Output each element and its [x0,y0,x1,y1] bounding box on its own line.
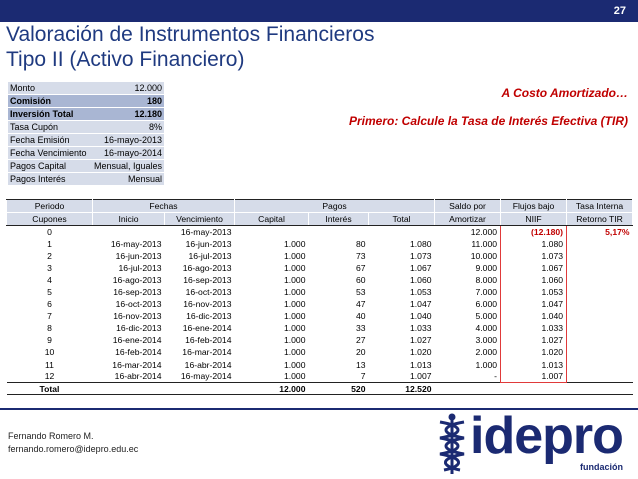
cell-vencimiento: 16-ago-2013 [182,262,232,273]
cell-saldo: 2.000 [475,347,498,358]
cell-saldo: 11.000 [471,238,498,249]
info-row [8,82,164,95]
top-bar [0,0,638,22]
header-saldo-2: Amortizar [435,213,501,226]
table-row [7,262,633,274]
cell-inicio: 16-nov-2013 [113,311,162,322]
cell-capital: 1.000 [283,287,306,298]
header-fechas: Fechas [93,200,235,213]
cell-tir [567,371,633,383]
cell-periodo: 12 [44,371,55,382]
cell-inicio: 16-feb-2014 [115,347,162,358]
cell-vencimiento: 16-ene-2014 [182,323,232,334]
cell-flujo: 1.027 [501,334,567,346]
table-row [7,238,633,250]
cell-periodo: 5 [47,287,52,298]
info-key: Pagos Capital [8,160,89,173]
cell-inicio: 16-may-2013 [110,238,162,249]
table-row [7,250,633,262]
table-row [7,286,633,298]
cell-saldo: 9.000 [475,262,498,273]
total-row [7,383,633,395]
header-saldo-1: Saldo por [435,200,501,213]
cell-flujo: 1.053 [501,286,567,298]
cell-flujo: 1.067 [501,262,567,274]
cell-total: 1.027 [410,335,432,346]
amortization-table [6,199,633,395]
header-total: Total [369,213,435,226]
info-row [8,147,164,160]
cell-capital: 1.000 [283,238,306,249]
cell-capital: 1.000 [283,274,306,285]
header-cupones: Cupones [7,213,93,226]
header-tasa-2: Retorno TIR [567,213,633,226]
cell-flujo: 1.040 [501,310,567,322]
cell-total: 1.020 [410,347,432,358]
cell-vencimiento: 16-may-2013 [180,226,232,237]
author-name: Fernando Romero M. [8,431,94,441]
cell-flujo: 1.020 [501,346,567,358]
cell-periodo: 3 [47,262,52,273]
cell-periodo: 11 [45,359,54,370]
cell-tir [567,322,633,334]
cell-periodo: 6 [47,299,52,310]
table-row [7,322,633,334]
header-pagos: Pagos [235,200,435,213]
header-capital: Capital [235,213,309,226]
cell-capital: 1.000 [283,262,306,273]
cell-tir [567,310,633,322]
cell-vencimiento: 16-may-2014 [180,371,232,382]
cell-flujo: 1.047 [501,298,567,310]
cell-saldo: 12.000 [470,226,498,237]
cell-vencimiento: 16-abr-2014 [184,359,232,370]
table-row [7,346,633,358]
info-key: Comisión [8,95,89,108]
cell-vencimiento: 16-oct-2013 [185,287,232,298]
cell-tir: 5,17% [605,226,630,237]
header-flujos-1: Flujos bajo [501,200,567,213]
slide-title [6,22,506,72]
cell-interes: 40 [355,311,366,322]
cell-flujo: 1.080 [501,238,567,250]
info-value: 16-mayo-2014 [89,147,164,160]
table-row [7,298,633,310]
table-row [7,226,633,238]
info-value: 180 [89,95,164,108]
cell-total [369,226,435,238]
cell-saldo: 6.000 [475,299,498,310]
cell-total: 1.040 [410,311,432,322]
cell-capital: 1.000 [283,299,306,310]
info-row [8,108,164,121]
cell-total: 1.013 [410,359,432,370]
cell-vencimiento: 16-jul-2013 [188,250,232,261]
cell-flujo: (12.180) [501,226,567,238]
cell-tir [567,298,633,310]
cell-periodo: 4 [47,274,52,285]
logo-wordmark: idepro [470,407,623,465]
total-capital: 12.000 [235,383,309,395]
cell-interes: 7 [360,371,366,382]
cell-interes: 47 [355,299,366,310]
cell-total: 1.073 [410,250,432,261]
info-value: Mensual [89,173,164,186]
title-line-2: Tipo II (Activo Financiero) [6,48,245,71]
header-vencimiento: Vencimiento [165,213,235,226]
instrument-info-table [8,82,164,186]
total-interes: 520 [309,383,369,395]
cell-flujo: 1.073 [501,250,567,262]
author-block [8,430,138,456]
cell-saldo: 8.000 [475,274,498,285]
cell-periodo: 10 [44,347,55,358]
cell-flujo: 1.013 [501,359,567,371]
cell-interes: 67 [355,262,366,273]
cell-capital: 1.000 [283,371,306,382]
cell-periodo: 8 [47,323,52,334]
cell-tir [567,286,633,298]
cell-interes: 80 [355,238,366,249]
subheading-cost: A Costo Amortizado… [501,86,628,100]
header-periodo: Periodo [7,200,93,213]
subheading-tir: Primero: Calcule la Tasa de Interés Efectiva (TIR) [349,114,628,128]
cell-inicio: 16-sep-2013 [113,287,162,298]
cell-saldo: 5.000 [475,311,498,322]
info-row [8,95,164,108]
cell-inicio: 16-abr-2014 [114,371,162,382]
cell-periodo: 1 [47,238,52,249]
cell-inicio [93,226,165,238]
cell-inicio: 16-oct-2013 [115,299,162,310]
cell-vencimiento: 16-feb-2014 [185,335,232,346]
cell-inicio: 16-dic-2013 [116,323,162,334]
cell-total: 1.067 [410,262,432,273]
cell-interes: 33 [355,323,366,334]
cell-capital: 1.000 [283,347,306,358]
total-label: Total [7,383,93,395]
cell-interes: 53 [355,287,366,298]
cell-vencimiento: 16-jun-2013 [185,238,232,249]
info-key: Pagos Interés [8,173,89,186]
logo-subtitle: fundación [580,462,623,472]
cell-vencimiento: 16-dic-2013 [186,311,232,322]
header-flujos-2: NIIF [501,213,567,226]
cell-inicio: 16-jun-2013 [115,250,162,261]
cell-total: 1.060 [410,274,432,285]
cell-vencimiento: 16-sep-2013 [183,274,232,285]
cell-capital: 1.000 [283,359,306,370]
cell-interes: 13 [355,359,366,370]
cell-total: 1.053 [410,287,432,298]
cell-capital: 1.000 [283,311,306,322]
cell-inicio: 16-ago-2013 [112,274,162,285]
info-key: Fecha Emisión [8,134,89,147]
cell-capital [235,226,309,238]
info-value: 12.180 [89,108,164,121]
cell-capital: 1.000 [283,250,306,261]
info-value: Mensual, Iguales [89,160,164,173]
cell-tir [567,238,633,250]
cell-periodo: 2 [47,250,52,261]
cell-saldo: - [494,371,498,382]
cell-capital: 1.000 [283,323,306,334]
info-key: Inversión Total [8,108,89,121]
slide-number: 27 [613,5,626,17]
title-line-1: Valoración de Instrumentos Financieros [6,23,375,46]
cell-tir [567,262,633,274]
info-row [8,160,164,173]
cell-vencimiento: 16-mar-2014 [182,347,232,358]
cell-periodo: 0 [47,226,52,237]
cell-interes: 20 [355,347,366,358]
cell-total: 1.033 [410,323,432,334]
table-row [7,310,633,322]
cell-tir [567,334,633,346]
cell-periodo: 9 [47,335,52,346]
table-row [7,359,633,371]
cell-tir [567,250,633,262]
cell-saldo: 1.000 [475,359,498,370]
header-tasa-1: Tasa Interna [567,200,633,213]
cell-inicio: 16-mar-2014 [112,359,162,370]
cell-interes: 60 [355,274,366,285]
cell-tir [567,346,633,358]
header-interes: Interés [309,213,369,226]
header-inicio: Inicio [93,213,165,226]
cell-total: 1.047 [410,299,432,310]
total-pagos: 12.520 [369,383,435,395]
cell-total: 1.080 [410,238,432,249]
cell-inicio: 16-jul-2013 [118,262,162,273]
info-row [8,173,164,186]
cell-flujo: 1.060 [501,274,567,286]
info-row [8,121,164,134]
cell-inicio: 16-ene-2014 [112,335,162,346]
info-key: Fecha Vencimiento [10,148,87,158]
cell-interes: 73 [355,250,366,261]
cell-saldo: 10.000 [470,250,498,261]
author-email: fernando.romero@idepro.edu.ec [8,444,139,454]
table-row [7,274,633,286]
cell-capital: 1.000 [283,335,306,346]
cell-interes [309,226,369,238]
cell-vencimiento: 16-nov-2013 [183,299,232,310]
info-value: 12.000 [89,82,164,95]
cell-tir [567,274,633,286]
cell-saldo: 7.000 [475,287,498,298]
info-value: 16-mayo-2013 [89,134,164,147]
cell-tir [567,359,633,371]
info-key: Monto [8,82,89,95]
cell-interes: 27 [355,335,366,346]
table-row [7,371,633,383]
cell-saldo: 3.000 [475,335,498,346]
cell-flujo: 1.007 [501,371,567,383]
cell-total: 1.007 [410,371,432,382]
cell-saldo: 4.000 [475,323,498,334]
table-row [7,334,633,346]
info-row [8,134,164,147]
cell-flujo: 1.033 [501,322,567,334]
info-value: 8% [89,121,164,134]
cell-periodo: 7 [47,311,52,322]
info-key: Tasa Cupón [8,121,89,134]
